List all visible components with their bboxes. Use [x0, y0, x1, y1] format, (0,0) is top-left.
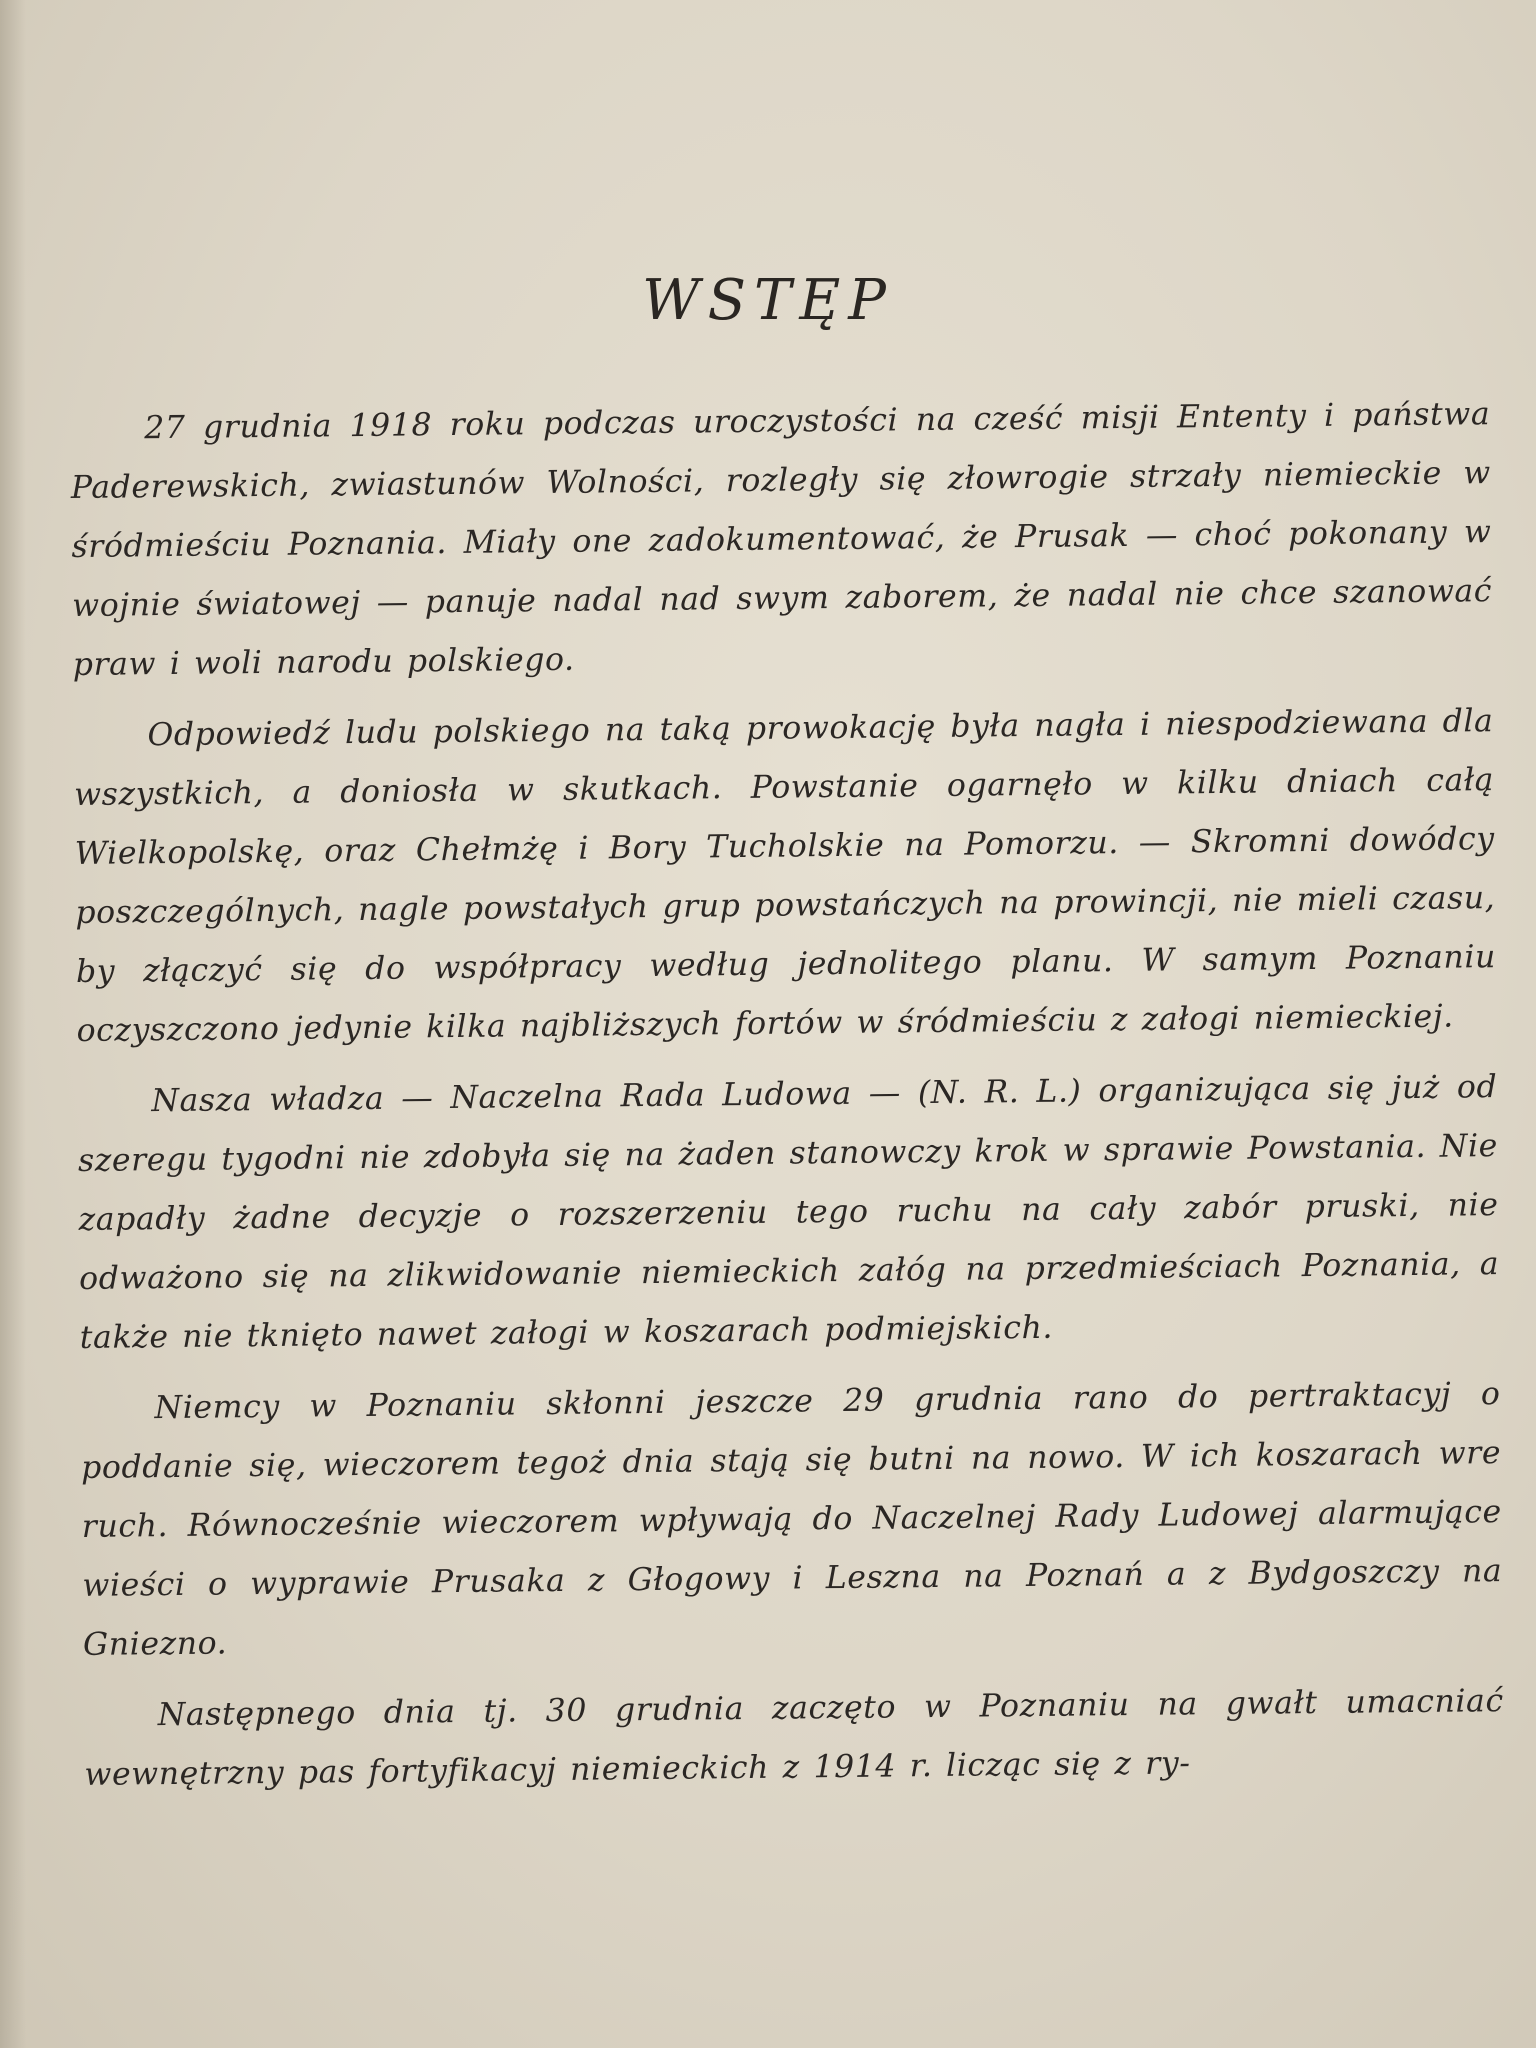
paragraph-5: Następnego dnia tj. 30 grudnia zaczęto w Poznaniu na gwałt umacniać wewnętrzny pas fortyfikacyj niemieckich z 1914 r. licząc się z ry- — [84, 1683, 1504, 1793]
paragraph-2: Odpowiedź ludu polskiego na taką prowokację była nagła i niespodziewana dla wszystkich, a doniosła w skutkach. Powstanie ogarnęło w kilku dniach całą Wielkopolskę, oraz Chełmżę i Bory Tucholskie na Pomorzu. — Skromni dowódcy poszczególnych, nagle powstałych grup powstańczych na prowincji, nie mieli czasu, by złączyć się do współpracy według jednolitego planu. W samym Poznaniu oczyszczono jedynie kilka najbliższych fortów w śródmieściu z załogi niemieckiej. — [73, 703, 1497, 1049]
paragraph-3: Nasza władza — Naczelna Rada Ludowa — (N. R. L.) organizująca się już od szeregu tygodni nie zdobyła się na żaden stanowczy krok w sprawie Powstania. Nie zapadły żadne decyzje o rozszerzeniu tego ruchu na cały zabór pruski, nie odważono się na zlikwidowanie niemieckich załóg na przedmieściach Poznania, a także nie tknięto nawet załogi w koszarach podmiejskich. — [77, 1069, 1500, 1356]
paragraph-4: Niemcy w Poznaniu skłonni jeszcze 29 grudnia rano do pertraktacyj o poddanie się, wieczorem tegoż dnia stają się butni na nowo. W ich koszarach wre ruch. Równocześnie wieczorem wpływają do Naczelnej Rady Ludowej alarmujące wieści o wyprawie Prusaka z Głogowy i Leszna na Poznań a z Bydgoszczy na Gniezno. — [80, 1376, 1503, 1663]
page-heading: WSTĘP — [642, 268, 894, 333]
body-text — [70, 385, 1505, 1817]
paragraph-1: 27 grudnia 1918 roku podczas uroczystości na cześć misji Ententy i państwa Paderewskich, zwiastunów Wolności, rozległy się złowrogie strzały niemieckie w śródmieściu Poznania. Miały one zadokumentować, że Prusak — choć pokonany w wojnie światowej — panuje nadal nad swym zaborem, że nadal nie chce szanować praw i woli narodu polskiego. — [70, 396, 1493, 683]
